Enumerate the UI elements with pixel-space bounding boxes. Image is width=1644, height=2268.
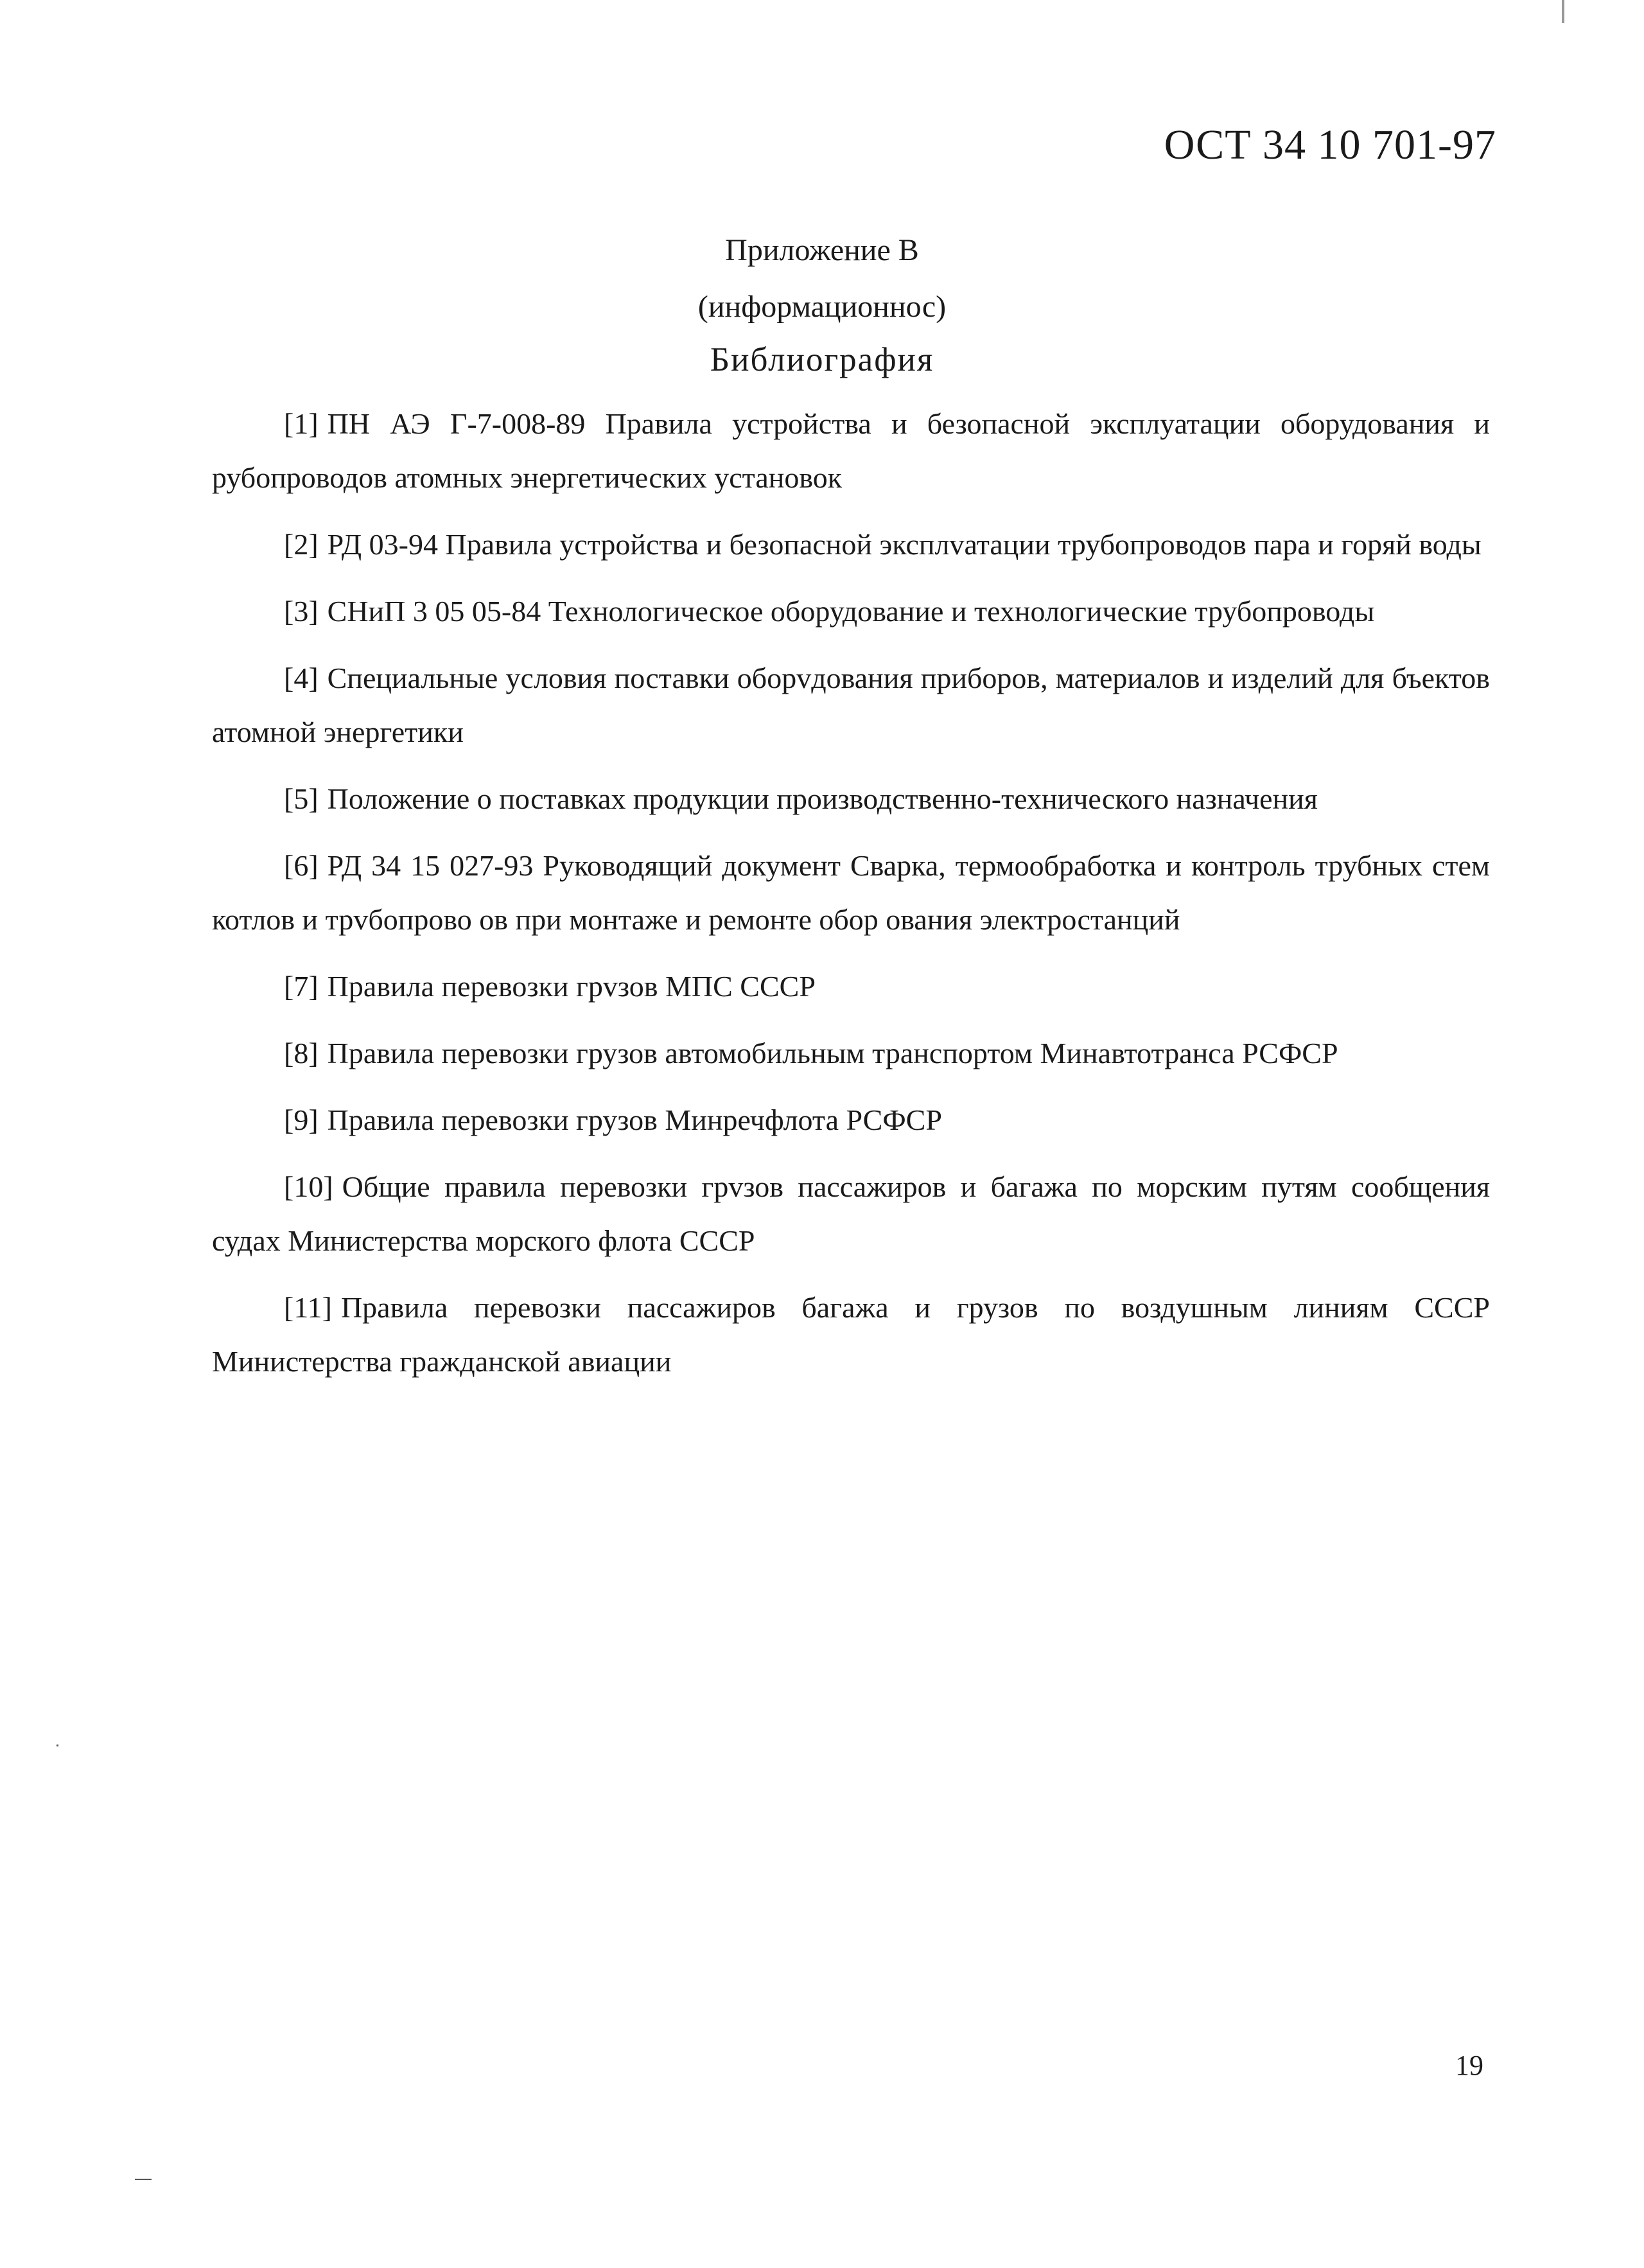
appendix-note: (информационнос) (697, 290, 947, 324)
appendix-title: Приложение В (725, 233, 919, 267)
bibliography-item-number: [10] (284, 1170, 333, 1203)
bibliography-item-text: ПН АЭ Г-7-008-89 Правила устройства и безопасной эксплуатации оборудования и рубопроводов атомных энергетических установок (212, 407, 1490, 494)
bibliography-item-number: [5] (284, 782, 319, 815)
bibliography-item-text: Правила перевозки грузов автомобильным транспортом Минавтотранса РСФСР (327, 1037, 1338, 1069)
bibliography-item-text: Правила перевозки грvзов МПС СССР (327, 970, 816, 1003)
section-title: Библиография (710, 341, 934, 378)
bibliography-item (212, 960, 1490, 1014)
bibliography-item-number: [6] (284, 849, 319, 882)
bibliography-item-number: [11] (284, 1291, 332, 1324)
bibliography-item-text: Положение о поставках продукции производственно-технического назначения (327, 782, 1318, 815)
bibliography-item-number: [3] (284, 595, 319, 628)
bibliography-item-text: Правила перевозки пассажиров багажа и грузов по воздушным линиям СССР Министерства гражданской авиации (212, 1291, 1490, 1378)
bibliography-list (212, 397, 1490, 1402)
page-number: 19 (1455, 2050, 1483, 2081)
bibliography-item (212, 1160, 1490, 1268)
bibliography-item-text: Общие правила перевозки грvзов пассажиров и багажа по морским путям сообщения судах Министерства морского флота СССР (212, 1170, 1490, 1257)
bibliography-item-number: [8] (284, 1037, 319, 1069)
bibliography-item (212, 518, 1490, 572)
scan-edge-mark (1562, 0, 1564, 23)
bibliography-item (212, 1281, 1490, 1389)
bibliography-item (212, 839, 1490, 947)
document-code: ОСТ 34 10 701-97 (1164, 121, 1496, 168)
bibliography-item (212, 397, 1490, 505)
bibliography-item-text: Правила перевозки грузов Минречфлота РСФСР (327, 1103, 942, 1136)
bibliography-item (212, 772, 1490, 826)
bibliography-item-text: РД 34 15 027-93 Руководящий документ Сварка, термообработка и контроль трубных стем котлов и трvбопрово ов при монтаже и ремонте обор ования электростанций (212, 849, 1490, 936)
bibliography-item-number: [1] (284, 407, 319, 440)
bibliography-item-text: СНиП 3 05 05-84 Технологическое оборудование и технологические трубопроводы (327, 595, 1375, 628)
bibliography-item-number: [9] (284, 1103, 319, 1136)
bibliography-item-number: [4] (284, 662, 319, 694)
scan-speck (135, 2179, 152, 2180)
scan-speck (57, 1745, 58, 1746)
bibliography-item (212, 1093, 1490, 1147)
bibliography-item-number: [2] (284, 528, 319, 561)
bibliography-item (212, 1026, 1490, 1080)
bibliography-item-number: [7] (284, 970, 319, 1003)
bibliography-item-text: Специальные условия поставки оборvдования приборов, материалов и изделий для бъектов атомной энергетики (212, 662, 1490, 748)
bibliography-item-text: РД 03-94 Правила устройства и безопасной эксплvатации трубопроводов пара и горяй воды (327, 528, 1482, 561)
bibliography-item (212, 585, 1490, 638)
bibliography-item (212, 651, 1490, 759)
